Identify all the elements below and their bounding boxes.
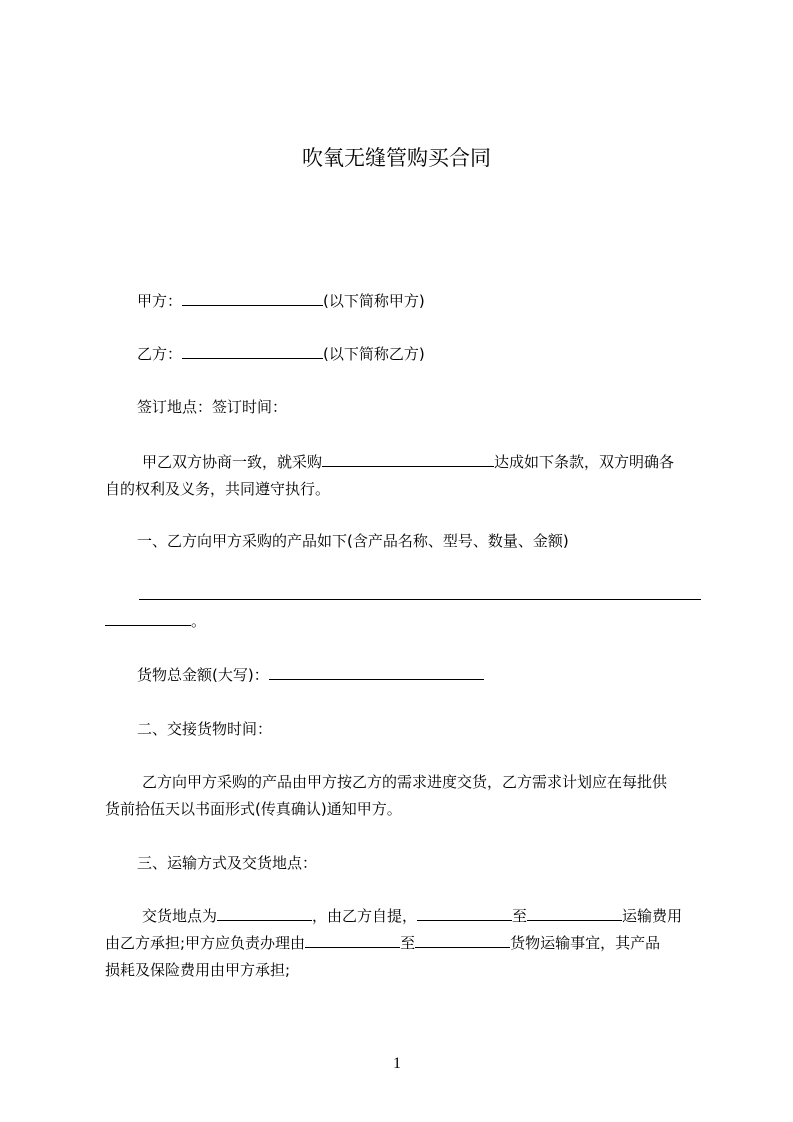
section3-line-1 [142,905,682,927]
total-amount-blank[interactable] [269,664,484,680]
party-a-line [137,290,425,312]
page-number: 1 [393,1055,401,1072]
page-title: 吹氧无缝管购买合同 [302,146,491,170]
freight-text: 运输费用 [622,907,683,925]
party-b-line [137,343,425,365]
transport-matters-text: 货物运输事宜，其产品 [510,934,661,952]
section3-line-3: 损耗及保险费用由甲方承担; [105,961,291,979]
transport-from-blank[interactable] [305,932,400,948]
product-blank-line-1[interactable] [139,599,701,600]
party-a-label: 甲方： [137,292,183,310]
section2-line-2: 货前拾伍天以书面形式(传真确认)通知甲方。 [105,800,402,818]
intro-line-2: 自的权利及义务，共同遵守执行。 [105,480,331,498]
section1-heading: 一、乙方向甲方采购的产品如下(含产品名称、型号、数量、金额) [137,532,569,550]
intro-text-2: 达成如下条款，双方明确各 [494,453,675,471]
product-end-mark: 。 [191,612,207,630]
section3-heading: 三、运输方式及交货地点： [137,854,318,872]
intro-text-1: 甲乙双方协商一致，就采购 [142,453,323,471]
total-amount-label: 货物总金额(大写)： [137,666,269,684]
section3-line-2 [105,932,660,954]
to-text-2: 至 [400,934,416,952]
transport-responsibility-text: 由乙方承担;甲方应负责办理由 [105,934,306,952]
party-b-suffix: (以下简称乙方) [323,345,425,363]
party-a-suffix: (以下简称甲方) [323,292,425,310]
section2-heading: 二、交接货物时间： [137,720,273,738]
section2-line-1: 乙方向甲方采购的产品由甲方按乙方的需求进度交货，乙方需求计划应在每批供 [142,773,668,791]
transport-to-blank[interactable] [415,932,510,948]
party-b-blank[interactable] [182,343,323,359]
purchase-item-blank[interactable] [322,451,494,467]
sign-info: 签订地点：签订时间： [137,398,288,416]
product-blank-line-2[interactable] [105,610,191,626]
party-b-label: 乙方： [137,345,183,363]
route-from-blank[interactable] [417,905,512,921]
to-text: 至 [512,907,528,925]
party-a-blank[interactable] [182,290,323,306]
delivery-place-blank[interactable] [217,905,312,921]
delivery-place-label: 交货地点为 [142,907,218,925]
product-line-2 [105,610,206,632]
route-to-blank[interactable] [527,905,622,921]
intro-line-1 [142,451,674,473]
total-amount-line [137,664,484,686]
self-pickup-text: ，由乙方自提， [312,907,418,925]
